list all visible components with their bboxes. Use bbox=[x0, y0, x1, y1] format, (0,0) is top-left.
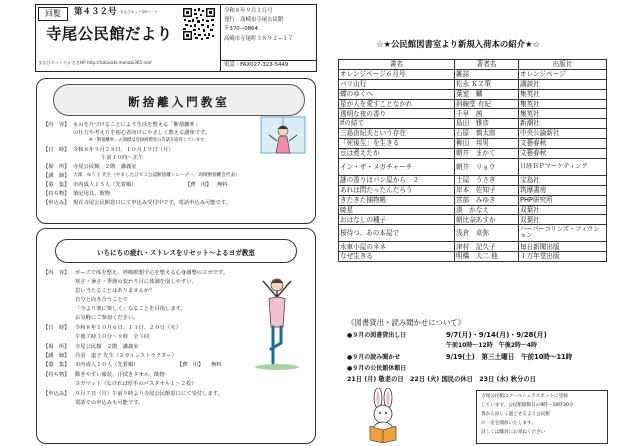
danshari-place-label: 【場 所】 bbox=[43, 164, 70, 170]
yoga-content-2: 寒さ・暑さ・季節の変わり目に体調を崩しやすい、 bbox=[75, 279, 197, 285]
book-title: オレンジページ６月号 bbox=[339, 69, 455, 79]
book-publisher: 新潮社 bbox=[519, 119, 607, 129]
book-title: 蝶のゆくへ bbox=[339, 89, 455, 99]
book-author: 柳田 邦男 bbox=[455, 139, 519, 149]
lending-days-value: 9/7(月)・9/14(月)・9/28(月) bbox=[446, 331, 547, 339]
danshari-class-panel bbox=[36, 78, 316, 224]
book-title: 透明な夜の香り bbox=[339, 109, 455, 119]
book-publisher: PHP研究所 bbox=[519, 195, 607, 205]
book-row bbox=[339, 242, 607, 252]
yoga-lecturer: 丹羽 道子 先生（ヨガインストラクター） bbox=[75, 353, 177, 359]
yoga-date-label: 【日 時】 bbox=[43, 325, 70, 331]
yoga-apply-label: 【申込み】 bbox=[43, 391, 70, 397]
yoga-title: いちにちの疲れ・ストレスをリセット〜よるヨガ教室 bbox=[97, 249, 255, 257]
book-publisher: １万年堂出版 bbox=[519, 252, 607, 262]
header-author: 著者名 bbox=[455, 60, 519, 70]
book-title: なぜ生きる bbox=[339, 252, 455, 262]
book-row bbox=[339, 185, 607, 195]
danshari-items-label: 【持ち物】 bbox=[43, 191, 70, 197]
danshari-content-label: 【内 容】 bbox=[43, 122, 70, 128]
book-row bbox=[339, 129, 607, 139]
book-row bbox=[339, 79, 607, 89]
book-row bbox=[339, 225, 607, 242]
book-title: おはなしの種子 bbox=[339, 215, 455, 225]
book-publisher: 日経ＢＰマーケティング bbox=[519, 158, 607, 175]
book-author: 岸本 佐知子 bbox=[455, 185, 519, 195]
yoga-content-label: 【内 容】 bbox=[43, 270, 70, 276]
danshari-apply: 現在寺尾公民館窓口にて申込み受付中です。電話申込み可能です。 bbox=[73, 200, 232, 206]
book-row bbox=[339, 158, 607, 175]
book-title: きたきた捕物帳 bbox=[339, 195, 455, 205]
book-publisher: 毎日新聞出版 bbox=[519, 242, 607, 252]
yoga-place: 寺尾公民館 ２階 講義室 bbox=[75, 344, 139, 350]
book-author: 島田 雅彦 bbox=[455, 119, 519, 129]
danshari-lecturer: 大澤 ゆう子 先生（やましたひでこ公認断捨離トレーナー、高崎断捨離会代表） bbox=[73, 173, 240, 178]
qr-code-icon bbox=[182, 7, 216, 41]
book-author: 松永 ＫＺ策 bbox=[455, 79, 519, 89]
yoga-items-label: 【持ち物】 bbox=[43, 372, 70, 378]
masthead bbox=[35, 4, 317, 72]
book-author: 朝井 まかて bbox=[455, 149, 519, 159]
danshari-fee: 無料 bbox=[217, 182, 228, 188]
book-author: 浅倉 卓弥 bbox=[455, 225, 519, 242]
lending-days-label: ●９月の図書貸出し日 bbox=[347, 332, 407, 339]
danshari-date-label: 【日 時】 bbox=[43, 147, 70, 153]
book-row bbox=[339, 69, 607, 79]
book-title: 星が人を愛すことなかれ bbox=[339, 99, 455, 109]
book-author: 明橋 大二 他 bbox=[455, 252, 519, 262]
phone-fax: 電話・FAX027-323-5449 bbox=[224, 62, 289, 68]
books-table-header bbox=[339, 60, 607, 70]
new-books-table bbox=[338, 59, 607, 262]
cool-share-line-3: 暑から涼しく過ごせるよう公民館 bbox=[481, 412, 550, 417]
book-row bbox=[339, 89, 607, 99]
header-title: 書名 bbox=[339, 60, 455, 70]
book-publisher: 文藝春秋 bbox=[519, 149, 607, 159]
book-author: 雑誌 bbox=[455, 69, 519, 79]
yoga-target: 市内成人１０人（先着順） bbox=[75, 362, 139, 368]
books-heading: ☆★公民館図書室より新規入荷本の紹介★☆ bbox=[376, 39, 541, 49]
book-title: 「死後生」を生きる bbox=[339, 139, 455, 149]
yoga-place-label: 【場 所】 bbox=[43, 344, 70, 350]
address: 高崎市寺尾町３８９２−１７ bbox=[224, 36, 294, 42]
newsletter-title: 寺尾公民館だより bbox=[46, 25, 173, 43]
book-author: 葉室 麟 bbox=[455, 89, 519, 99]
yoga-apply-1: ９月７日（月）午前９時より寺尾公民館窓口にて受付します。 bbox=[75, 391, 223, 397]
book-row bbox=[339, 215, 607, 225]
book-row bbox=[339, 205, 607, 215]
cool-share-note bbox=[476, 390, 608, 444]
danshari-lecturer-label: 【講 師】 bbox=[43, 173, 70, 179]
yoga-items-1: 動きやすい服装、汗拭きタオル、飲物 bbox=[75, 372, 165, 378]
danshari-fee-label: 【費 用】 bbox=[185, 182, 212, 188]
site-link[interactable]: まなびネットたかさきHP http://takasaki.manabi365.net/ bbox=[38, 60, 152, 65]
danshari-place: 寺尾公民館 ２階 講義室 bbox=[73, 164, 137, 170]
book-title: イン・ザ・メガチャーチ bbox=[339, 158, 455, 175]
cool-share-line-1: 寺尾公民館はクールシェアスポットに登録 bbox=[481, 394, 568, 399]
kairan-badge: 回覧 bbox=[38, 7, 68, 21]
book-row bbox=[339, 149, 607, 159]
yoga-pose-illustration bbox=[245, 273, 309, 373]
storytime-label: ●９月の読み聞かせ bbox=[347, 354, 401, 361]
book-author: 土屋 うさぎ bbox=[455, 175, 519, 185]
yoga-date-2: 午後７時３０分〜９時 全３回 bbox=[75, 334, 150, 340]
book-author: 宮部 みゆき bbox=[455, 195, 519, 205]
issue-number: 第４３２号 bbox=[74, 7, 117, 17]
book-title: パリ山行 bbox=[339, 79, 455, 89]
book-publisher: 集英社 bbox=[519, 89, 607, 99]
book-title: 水車小屋のネネ bbox=[339, 242, 455, 252]
book-author: 斜線堂 有紀 bbox=[455, 99, 519, 109]
danshari-content-1: ものを片づけることにより生活を整える「断捨離®」 bbox=[73, 122, 201, 128]
rabbit-reading-illustration bbox=[356, 388, 416, 444]
book-publisher: 双葉社 bbox=[519, 215, 607, 225]
book-title: 豆は煮えたか bbox=[339, 149, 455, 159]
yoga-fee-label: 【費 用】 bbox=[177, 362, 204, 368]
book-author: 朝井 リョウ bbox=[455, 158, 519, 175]
yoga-target-label: 【募 集】 bbox=[43, 362, 70, 368]
book-title: あれは閃たったんだろう bbox=[339, 185, 455, 195]
postal-code: 〒370−0864 bbox=[224, 26, 258, 32]
header-publisher: 出版社 bbox=[519, 60, 607, 70]
lending-heading: 《図書貸出・読み聞かせについて》 bbox=[347, 318, 466, 327]
book-row bbox=[339, 252, 607, 262]
yoga-title-banner bbox=[55, 239, 297, 263]
book-row bbox=[339, 195, 607, 205]
cool-share-line-5: 詳しくは職員にお尋ねください bbox=[481, 430, 546, 435]
book-publisher: 文藝春秋 bbox=[519, 139, 607, 149]
book-row bbox=[339, 175, 607, 185]
issue-side-note: まなびネットQRコード bbox=[120, 10, 158, 14]
book-publisher: 宝島社 bbox=[519, 175, 607, 185]
yoga-apply-2: 電話での申込みも可能です。 bbox=[75, 400, 144, 406]
book-row bbox=[339, 139, 607, 149]
book-publisher: 筑摩書房 bbox=[519, 185, 607, 195]
yoga-lecturer-label: 【講 師】 bbox=[43, 353, 70, 359]
yoga-content-3: 思い当たることはありませんか？ bbox=[75, 288, 155, 294]
issue-date: 令和８年９月１日号 bbox=[224, 8, 273, 14]
yoga-fee: 無料 bbox=[211, 362, 222, 368]
book-title: 謎の香りはパン屋から ２ bbox=[339, 175, 455, 185]
cool-share-line-4: の一室を開放いたします。 bbox=[481, 421, 536, 426]
book-author: 石原 慎太郎 bbox=[455, 129, 519, 139]
publisher: 発行：高崎市寺尾公民館 bbox=[224, 17, 284, 23]
yoga-content-5: 「今より楽に楽しく」なることを目指します。 bbox=[75, 306, 186, 312]
yoga-date-1: 令和８年１０月６日、１３日、２０日（火） bbox=[75, 325, 181, 331]
yoga-items-2: ヨガマット（なければ厚手のバスタオル１〜２枚） bbox=[75, 381, 197, 387]
closed-days-label: ●９月の公民館休館日 bbox=[347, 365, 407, 372]
yoga-content-4: 自分と向き合うことで bbox=[75, 297, 128, 303]
danshari-apply-label: 【申込み】 bbox=[43, 200, 70, 206]
yoga-content-1: ポーズで体を整え、呼吸瞑想で心を整える心身調整のヨガです。 bbox=[75, 270, 229, 276]
danshari-content-2: の仕方や考え方を初心者向けにやさしく教える講座です。 bbox=[73, 130, 211, 136]
danshari-target: 市内成人１５人（先着順） bbox=[73, 182, 137, 188]
book-publisher: 集英社 bbox=[519, 109, 607, 119]
book-author: 千早 茜 bbox=[455, 109, 519, 119]
cool-share-line-2: しています。公民館開館日の9時〜16時30分 bbox=[481, 403, 574, 408]
book-row bbox=[339, 109, 607, 119]
book-title: Ifの結て bbox=[339, 119, 455, 129]
lending-hours: 午前10時〜12時 午後2時〜4時 bbox=[446, 342, 538, 349]
storytime-value: 9/19(土) 第三土曜日 午前10時〜11時 bbox=[446, 353, 573, 361]
book-author: 朝比奈あすか bbox=[455, 215, 519, 225]
book-title: 暁星 bbox=[339, 205, 455, 215]
danshari-date-1: 令和８年９月２８日、１０月１９日（月） bbox=[73, 147, 174, 153]
danshari-items: 筆記用具、飲物 bbox=[73, 191, 111, 197]
closed-days: 21日 (月) 敬老の日 22日 (火) 国民の休日 23日 (水) 秋分の日 bbox=[347, 376, 536, 383]
book-publisher: オレンジページ bbox=[519, 69, 607, 79]
book-publisher: 集英社 bbox=[519, 99, 607, 109]
book-publisher: 中央公論新社 bbox=[519, 129, 607, 139]
book-row bbox=[339, 99, 607, 109]
book-author: 湊 かなえ bbox=[455, 205, 519, 215]
book-title: 三島由紀夫という存在 bbox=[339, 129, 455, 139]
danshari-title: 断捨離入門教室 bbox=[128, 95, 230, 109]
yoga-class-panel bbox=[36, 228, 316, 444]
book-publisher: ハーパーコリンズ・フィクション bbox=[519, 225, 607, 242]
book-publisher: 講談社 bbox=[519, 79, 607, 89]
book-publisher: 双葉社 bbox=[519, 205, 607, 215]
danshari-date-2: 午前１０時〜正午 bbox=[101, 155, 144, 161]
book-title: 桜待つ、あの本屋で bbox=[339, 225, 455, 242]
book-row bbox=[339, 119, 607, 129]
book-author: 津村 記久子 bbox=[455, 242, 519, 252]
danshari-content-3: ※「断捨離®」の商標は登録商標者の許諾を取得しています bbox=[89, 138, 205, 143]
yoga-content-6: お気軽にご参加ください。 bbox=[75, 315, 139, 321]
danshari-target-label: 【募 集】 bbox=[43, 182, 70, 188]
